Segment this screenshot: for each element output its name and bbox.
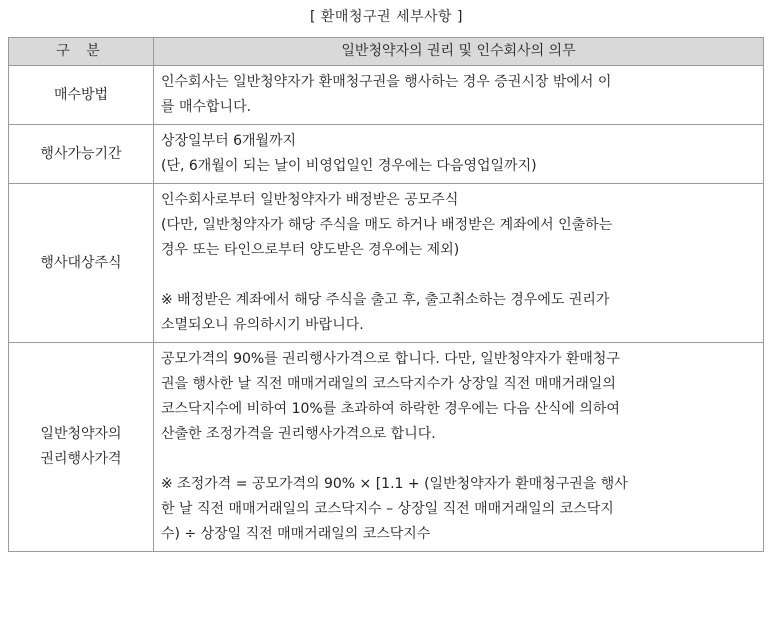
- row-label: 행사대상주식: [9, 184, 154, 343]
- row-label: [9, 343, 154, 552]
- text-line: (다만, 일반청약자가 해당 주식을 매도 하거나 배정받은 계좌에서 인출하는: [161, 217, 613, 233]
- text-line: 인수회사로부터 일반청약자가 배정받은 공모주식: [161, 192, 459, 208]
- row-content: [154, 184, 764, 343]
- redemption-rights-table: [8, 37, 764, 552]
- note-line: 수) ÷ 상장일 직전 매매거래일의 코스닥지수: [161, 526, 431, 542]
- row-label: 매수방법: [9, 66, 154, 125]
- text-line: 권을 행사한 날 직전 매매거래일의 코스닥지수가 상장일 직전 매매거래일의: [161, 376, 616, 392]
- note-line: ※ 조정가격 = 공모가격의 90% × [1.1 + (일반청약자가 환매청구권을 행사: [161, 476, 628, 492]
- table-header-row: [9, 38, 764, 66]
- table-row-exercise-period: [9, 125, 764, 184]
- row-label-line: 일반청약자의: [40, 426, 122, 442]
- header-description: 일반청약자의 권리 및 인수회사의 의무: [154, 38, 764, 66]
- table-row-target-shares: [9, 184, 764, 343]
- row-label: 행사가능기간: [9, 125, 154, 184]
- row-label-line: 권리행사가격: [40, 451, 122, 467]
- text-line: 코스닥지수에 비하여 10%를 초과하여 하락한 경우에는 다음 산식에 의하여: [161, 401, 620, 417]
- text-line: 인수회사는 일반청약자가 환매청구권을 행사하는 경우 증권시장 밖에서 이: [161, 74, 612, 90]
- text-line: 를 매수합니다.: [161, 99, 252, 115]
- text-line: 상장일부터 6개월까지: [161, 133, 297, 149]
- header-category: 구 분: [9, 38, 154, 66]
- document-title: [ 환매청구권 세부사항 ]: [310, 9, 463, 25]
- row-content: [154, 66, 764, 125]
- text-line: 경우 또는 타인으로부터 양도받은 경우에는 제외): [161, 242, 460, 258]
- note-line: 한 날 직전 매매거래일의 코스닥지수 – 상장일 직전 매매거래일의 코스닥지: [161, 501, 614, 517]
- text-line: 공모가격의 90%를 권리행사가격으로 합니다. 다만, 일반청약자가 환매청구: [161, 351, 620, 367]
- spacer: [161, 263, 755, 288]
- note-line: ※ 배정받은 계좌에서 해당 주식을 출고 후, 출고취소하는 경우에도 권리가: [161, 292, 610, 308]
- spacer: [161, 447, 755, 472]
- note-line: 소멸되오니 유의하시기 바랍니다.: [161, 317, 364, 333]
- table-row-exercise-price: [9, 343, 764, 552]
- table-row-purchase-method: [9, 66, 764, 125]
- text-line: 산출한 조정가격을 권리행사가격으로 합니다.: [161, 426, 436, 442]
- row-content: [154, 125, 764, 184]
- row-content: [154, 343, 764, 552]
- text-line: (단, 6개월이 되는 날이 비영업일인 경우에는 다음영업일까지): [161, 158, 537, 174]
